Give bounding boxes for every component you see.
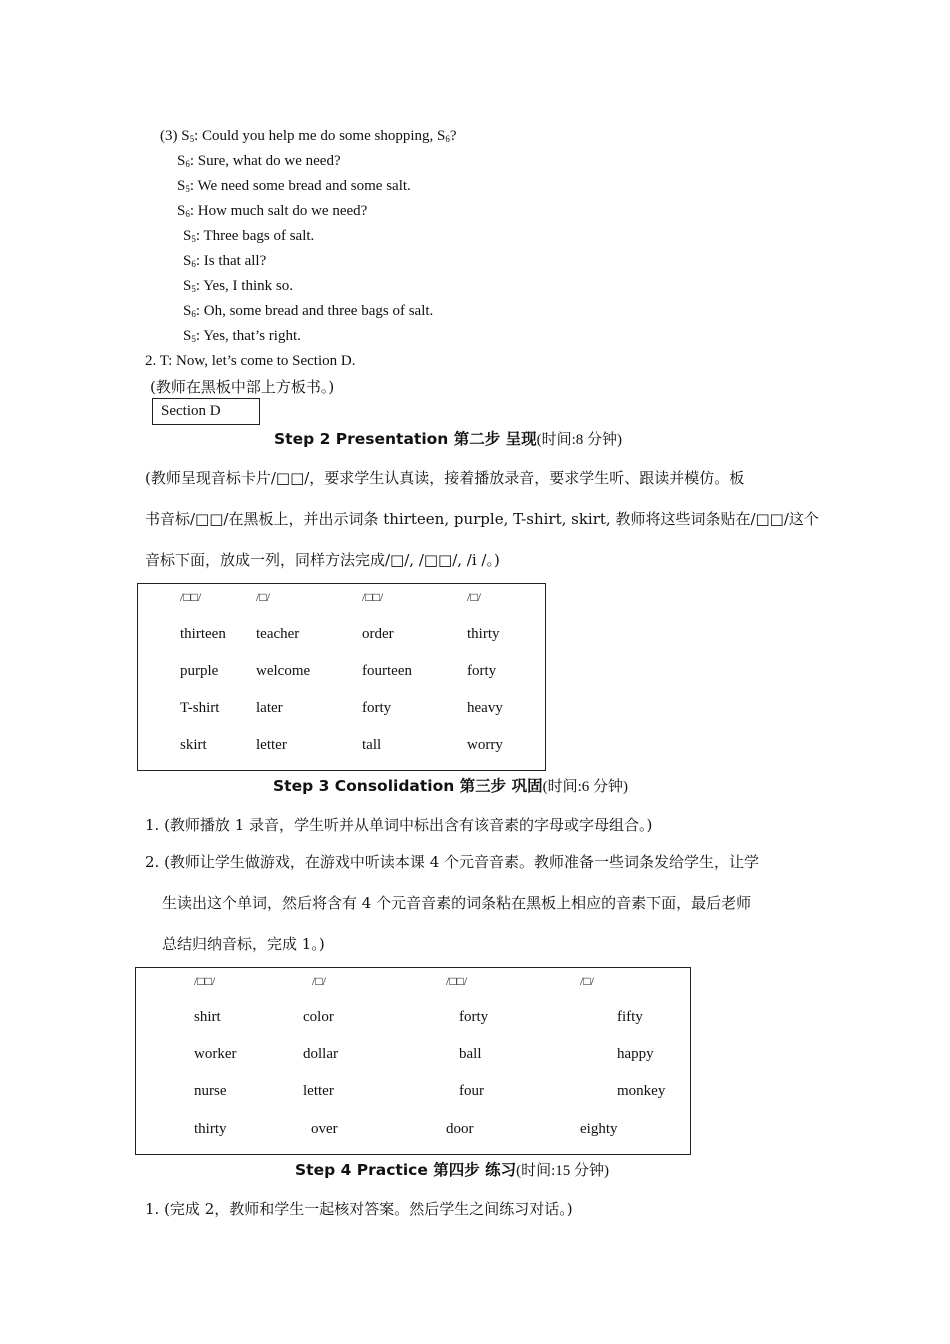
table-cell: color [303, 1009, 334, 1025]
step-3-title: Step 3 Consolidation 第三步 巩固 [273, 777, 543, 795]
phoneme-header: /□□/ [194, 974, 216, 988]
phoneme-header: /□□/ [362, 590, 384, 604]
table-cell: over [311, 1121, 338, 1137]
dialogue-line: $S_5$: Yes, that’s right. [183, 328, 301, 344]
dialogue-line: $S_5$: We need some bread and some salt. [177, 178, 411, 194]
table-cell: T-shirt [180, 700, 220, 716]
line-end: ? [449, 128, 457, 144]
speaker-number: 6 [445, 134, 450, 144]
step-2-time: (时间:8 分钟) [536, 432, 623, 448]
table-cell: fourteen [362, 663, 412, 679]
step-2-title: Step 2 Presentation 第二步 呈现 [274, 430, 537, 448]
paragraph-line: 书音标/□□/在黑板上，并出示词条 thirteen, purple, T-shirt, skirt, 教师将这些词条贴在/□□/这个 [145, 510, 819, 528]
table-cell: skirt [180, 737, 207, 753]
table-cell: worry [467, 737, 503, 753]
table-cell: order [362, 626, 394, 642]
table-cell: worker [194, 1046, 237, 1062]
table-cell: monkey [617, 1083, 666, 1099]
paragraph-line: (教师呈现音标卡片/□□/，要求学生认真读，接着播放录音，要求学生听、跟读并模仿。板 [145, 469, 745, 487]
step-3-time: (时间:6 分钟) [542, 779, 628, 795]
dialogue-line-1 [160, 128, 457, 145]
step-4-heading [295, 1158, 609, 1180]
table-cell: welcome [256, 663, 311, 679]
table-cell: teacher [256, 626, 300, 642]
step-4-item-1: 1. (完成 2，教师和学生一起核对答案。然后学生之间练习对话。) [145, 1200, 573, 1218]
speaker: (3) S [160, 128, 190, 144]
step-3-item-2-line: 总结归纳音标，完成 1。) [162, 935, 325, 953]
step-3-heading [273, 774, 628, 796]
table-cell: later [256, 700, 283, 716]
dialogue-line: $S_6$: Sure, what do we need? [177, 153, 341, 169]
step-4-time: (时间:15 分钟) [516, 1163, 610, 1179]
table-cell: tall [362, 737, 382, 753]
phoneme-header: /□□/ [180, 590, 202, 604]
phoneme-header: /□□/ [446, 974, 468, 988]
table-cell: fifty [617, 1009, 643, 1025]
table-cell: thirteen [180, 626, 226, 642]
table-cell: dollar [303, 1046, 338, 1062]
step-3-item-2-line: 生读出这个单词，然后将含有 4 个元音音素的词条粘在黑板上相应的音素下面，最后老师 [162, 894, 752, 912]
table-cell: forty [459, 1009, 489, 1025]
table-cell: door [446, 1121, 474, 1137]
dialogue-line: $S_5$: Three bags of salt. [183, 228, 315, 244]
table-cell: four [459, 1083, 484, 1099]
section-box [152, 398, 260, 425]
phoneme-header: /□/ [312, 974, 326, 988]
table-cell: happy [617, 1046, 654, 1062]
dialogue-line: $S_6$: Is that all? [183, 253, 267, 269]
step-2-heading [274, 427, 622, 449]
table-cell: shirt [194, 1009, 221, 1025]
table-cell: eighty [580, 1121, 618, 1137]
table-cell: forty [362, 700, 392, 716]
section-box-label: Section D [161, 403, 221, 419]
table-cell: letter [303, 1083, 334, 1099]
table-cell: heavy [467, 700, 503, 716]
dialogue-line: $S_6$: How much salt do we need? [177, 203, 368, 219]
table-cell: forty [467, 663, 497, 679]
table-cell: letter [256, 737, 287, 753]
table-cell: thirty [467, 626, 500, 642]
dialogue-line: $S_5$: Yes, I think so. [183, 278, 293, 294]
step-3-item-2-line: 2. (教师让学生做游戏，在游戏中听读本课 4 个元音音素。教师准备一些词条发给学生，让学 [145, 853, 760, 871]
step-3-item-1: 1. (教师播放 1 录音，学生听并从单词中标出含有该音素的字母或字母组合。) [145, 816, 653, 834]
phoneme-header: /□/ [256, 590, 270, 604]
speaker-number: 5 [189, 134, 195, 144]
dialogue-line: $S_6$: Oh, some bread and three bags of salt. [183, 303, 434, 319]
table-cell: thirty [194, 1121, 227, 1137]
table-cell: ball [459, 1046, 482, 1062]
teacher-note: (教师在黑板中部上方板书。) [150, 378, 335, 396]
line-text: : Could you help me do some shopping, S [194, 128, 446, 144]
paragraph-line: 音标下面，放成一列，同样方法完成/□/, /□□/, /i /。) [145, 551, 500, 569]
phoneme-header: /□/ [467, 590, 481, 604]
item-2: 2. T: Now, let’s come to Section D. [145, 353, 356, 369]
table-cell: nurse [194, 1083, 227, 1099]
phoneme-header: /□/ [580, 974, 594, 988]
table-cell: purple [180, 663, 219, 679]
step-4-title: Step 4 Practice 第四步 练习 [295, 1161, 517, 1179]
